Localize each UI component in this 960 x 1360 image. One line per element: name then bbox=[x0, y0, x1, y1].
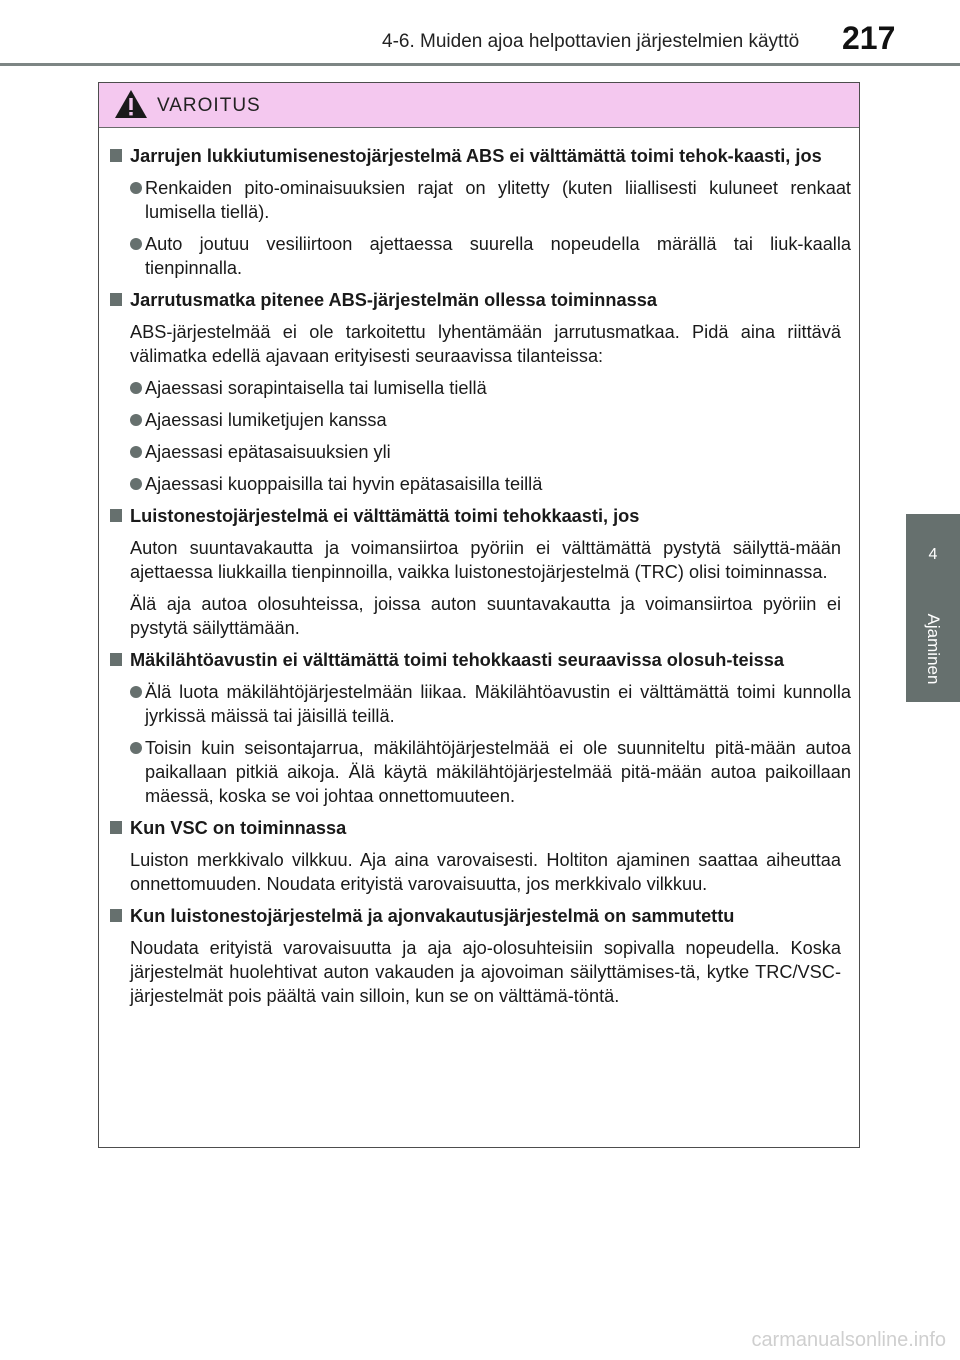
chapter-number: 4 bbox=[928, 546, 938, 563]
bullet-text: Ajaessasi kuoppaisilla tai hyvin epätasaisilla teillä bbox=[145, 474, 543, 494]
bullet-text: Ajaessasi lumiketjujen kanssa bbox=[145, 410, 387, 430]
section-paragraph: ABS-järjestelmää ei ole tarkoitettu lyhentämään jarrutusmatkaa. Pidä aina riittävä välimatka edellä ajavaan erityisesti seuraavissa tilanteissa: bbox=[130, 322, 841, 366]
bullet-text: Älä luota mäkilähtöjärjestelmään liikaa. Mäkilähtöavustin ei välttämättä toimi kunnolla jyrkissä mäissä tai jäisillä teillä. bbox=[145, 682, 851, 726]
bullet-item bbox=[108, 176, 851, 224]
section-heading bbox=[108, 816, 851, 840]
bullet-text: Renkaiden pito-ominaisuuksien rajat on ylitetty (kuten liiallisesti kuluneet renkaat lumisella tiellä). bbox=[145, 178, 851, 222]
section-title: 4-6. Muiden ajoa helpottavien järjestelmien käyttö bbox=[382, 31, 800, 52]
section-heading-text: Kun luistonestojärjestelmä ja ajonvakautusjärjestelmä on sammutettu bbox=[130, 906, 735, 926]
section-heading bbox=[108, 904, 851, 928]
bullet-text: Toisin kuin seisontajarrua, mäkilähtöjärjestelmää ei ole suunniteltu pitä-mään autoa paikallaan pitkiä aikoja. Älä käytä mäkilähtöjärjestelmää pitä-mään autoa paikoillaan mäessä, koska se voi johtaa onnettomuuteen. bbox=[145, 738, 851, 806]
chapter-label: Ajaminen bbox=[924, 613, 943, 685]
section-heading bbox=[108, 648, 851, 672]
square-bullet-icon bbox=[110, 653, 122, 666]
warning-section bbox=[108, 504, 851, 640]
warning-section bbox=[108, 816, 851, 896]
square-bullet-icon bbox=[110, 509, 122, 522]
page-number: 217 bbox=[842, 20, 896, 56]
section-heading bbox=[108, 504, 851, 528]
section-paragraph: Luiston merkkivalo vilkkuu. Aja aina varovaisesti. Holtiton ajaminen saattaa aiheuttaa onnettomuuden. Noudata erityistä varovaisuutta, jos merkkivalo vilkkuu. bbox=[130, 850, 841, 894]
round-bullet-icon bbox=[130, 446, 142, 458]
round-bullet-icon bbox=[130, 238, 142, 250]
section-paragraph: Noudata erityistä varovaisuutta ja aja ajo-olosuhteisiin sopivalla nopeudella. Koska järjestelmät huolehtivat auton vakauden ja ajovoiman säilyttämises-tä, kytke TRC/VSC-järjestelmät pois päältä vain silloin, kun se on välttämä-töntä. bbox=[130, 938, 841, 1006]
bullet-item bbox=[108, 232, 851, 280]
round-bullet-icon bbox=[130, 742, 142, 754]
bullet-text: Ajaessasi sorapintaisella tai lumisella tiellä bbox=[145, 378, 487, 398]
warning-header bbox=[99, 83, 859, 128]
round-bullet-icon bbox=[130, 686, 142, 698]
warning-box bbox=[98, 82, 860, 1148]
square-bullet-icon bbox=[110, 149, 122, 162]
section-heading-text: Jarrujen lukkiutumisenestojärjestelmä ABS ei välttämättä toimi tehok-kaasti, jos bbox=[130, 146, 822, 166]
round-bullet-icon bbox=[130, 478, 142, 490]
bullet-item bbox=[108, 408, 851, 432]
section-paragraph: Älä aja autoa olosuhteissa, joissa auton suuntavakautta ja voimansiirtoa pyöriin ei pystytä säilyttämään. bbox=[130, 594, 841, 638]
bullet-text: Auto joutuu vesiliirtoon ajettaessa suurella nopeudella märällä tai liuk-kaalla tienpinnalla. bbox=[145, 234, 851, 278]
bullet-item bbox=[108, 376, 851, 400]
warning-body bbox=[99, 128, 859, 1008]
section-heading-text: Mäkilähtöavustin ei välttämättä toimi tehokkaasti seuraavissa olosuh-teissa bbox=[130, 650, 784, 670]
watermark: carmanualsonline.info bbox=[751, 1329, 946, 1351]
round-bullet-icon bbox=[130, 382, 142, 394]
warning-section bbox=[108, 648, 851, 808]
section-heading-text: Kun VSC on toiminnassa bbox=[130, 818, 347, 838]
section-heading bbox=[108, 144, 851, 168]
square-bullet-icon bbox=[110, 821, 122, 834]
chapter-tab bbox=[906, 514, 960, 596]
section-heading bbox=[108, 288, 851, 312]
header-divider bbox=[0, 63, 960, 66]
bullet-item bbox=[108, 680, 851, 728]
square-bullet-icon bbox=[110, 293, 122, 306]
chapter-label-tab bbox=[906, 596, 960, 702]
page-header bbox=[0, 0, 960, 66]
section-heading-text: Jarrutusmatka pitenee ABS-järjestelmän ollessa toiminnassa bbox=[130, 290, 657, 310]
bullet-item bbox=[108, 472, 851, 496]
warning-section bbox=[108, 904, 851, 1008]
warning-title: VAROITUS bbox=[157, 95, 261, 116]
warning-triangle-icon bbox=[114, 89, 148, 119]
section-heading-text: Luistonestojärjestelmä ei välttämättä toimi tehokkaasti, jos bbox=[130, 506, 640, 526]
warning-section bbox=[108, 144, 851, 280]
bullet-item bbox=[108, 736, 851, 808]
bullet-text: Ajaessasi epätasaisuuksien yli bbox=[145, 442, 391, 462]
round-bullet-icon bbox=[130, 182, 142, 194]
square-bullet-icon bbox=[110, 909, 122, 922]
round-bullet-icon bbox=[130, 414, 142, 426]
warning-section bbox=[108, 288, 851, 496]
bullet-item bbox=[108, 440, 851, 464]
section-paragraph: Auton suuntavakautta ja voimansiirtoa pyöriin ei välttämättä pystytä säilyttä-mään ajettaessa liukkailla tienpinnoilla, vaikka luistonestojärjestelmä (TRC) olisi toiminnassa. bbox=[130, 538, 841, 582]
